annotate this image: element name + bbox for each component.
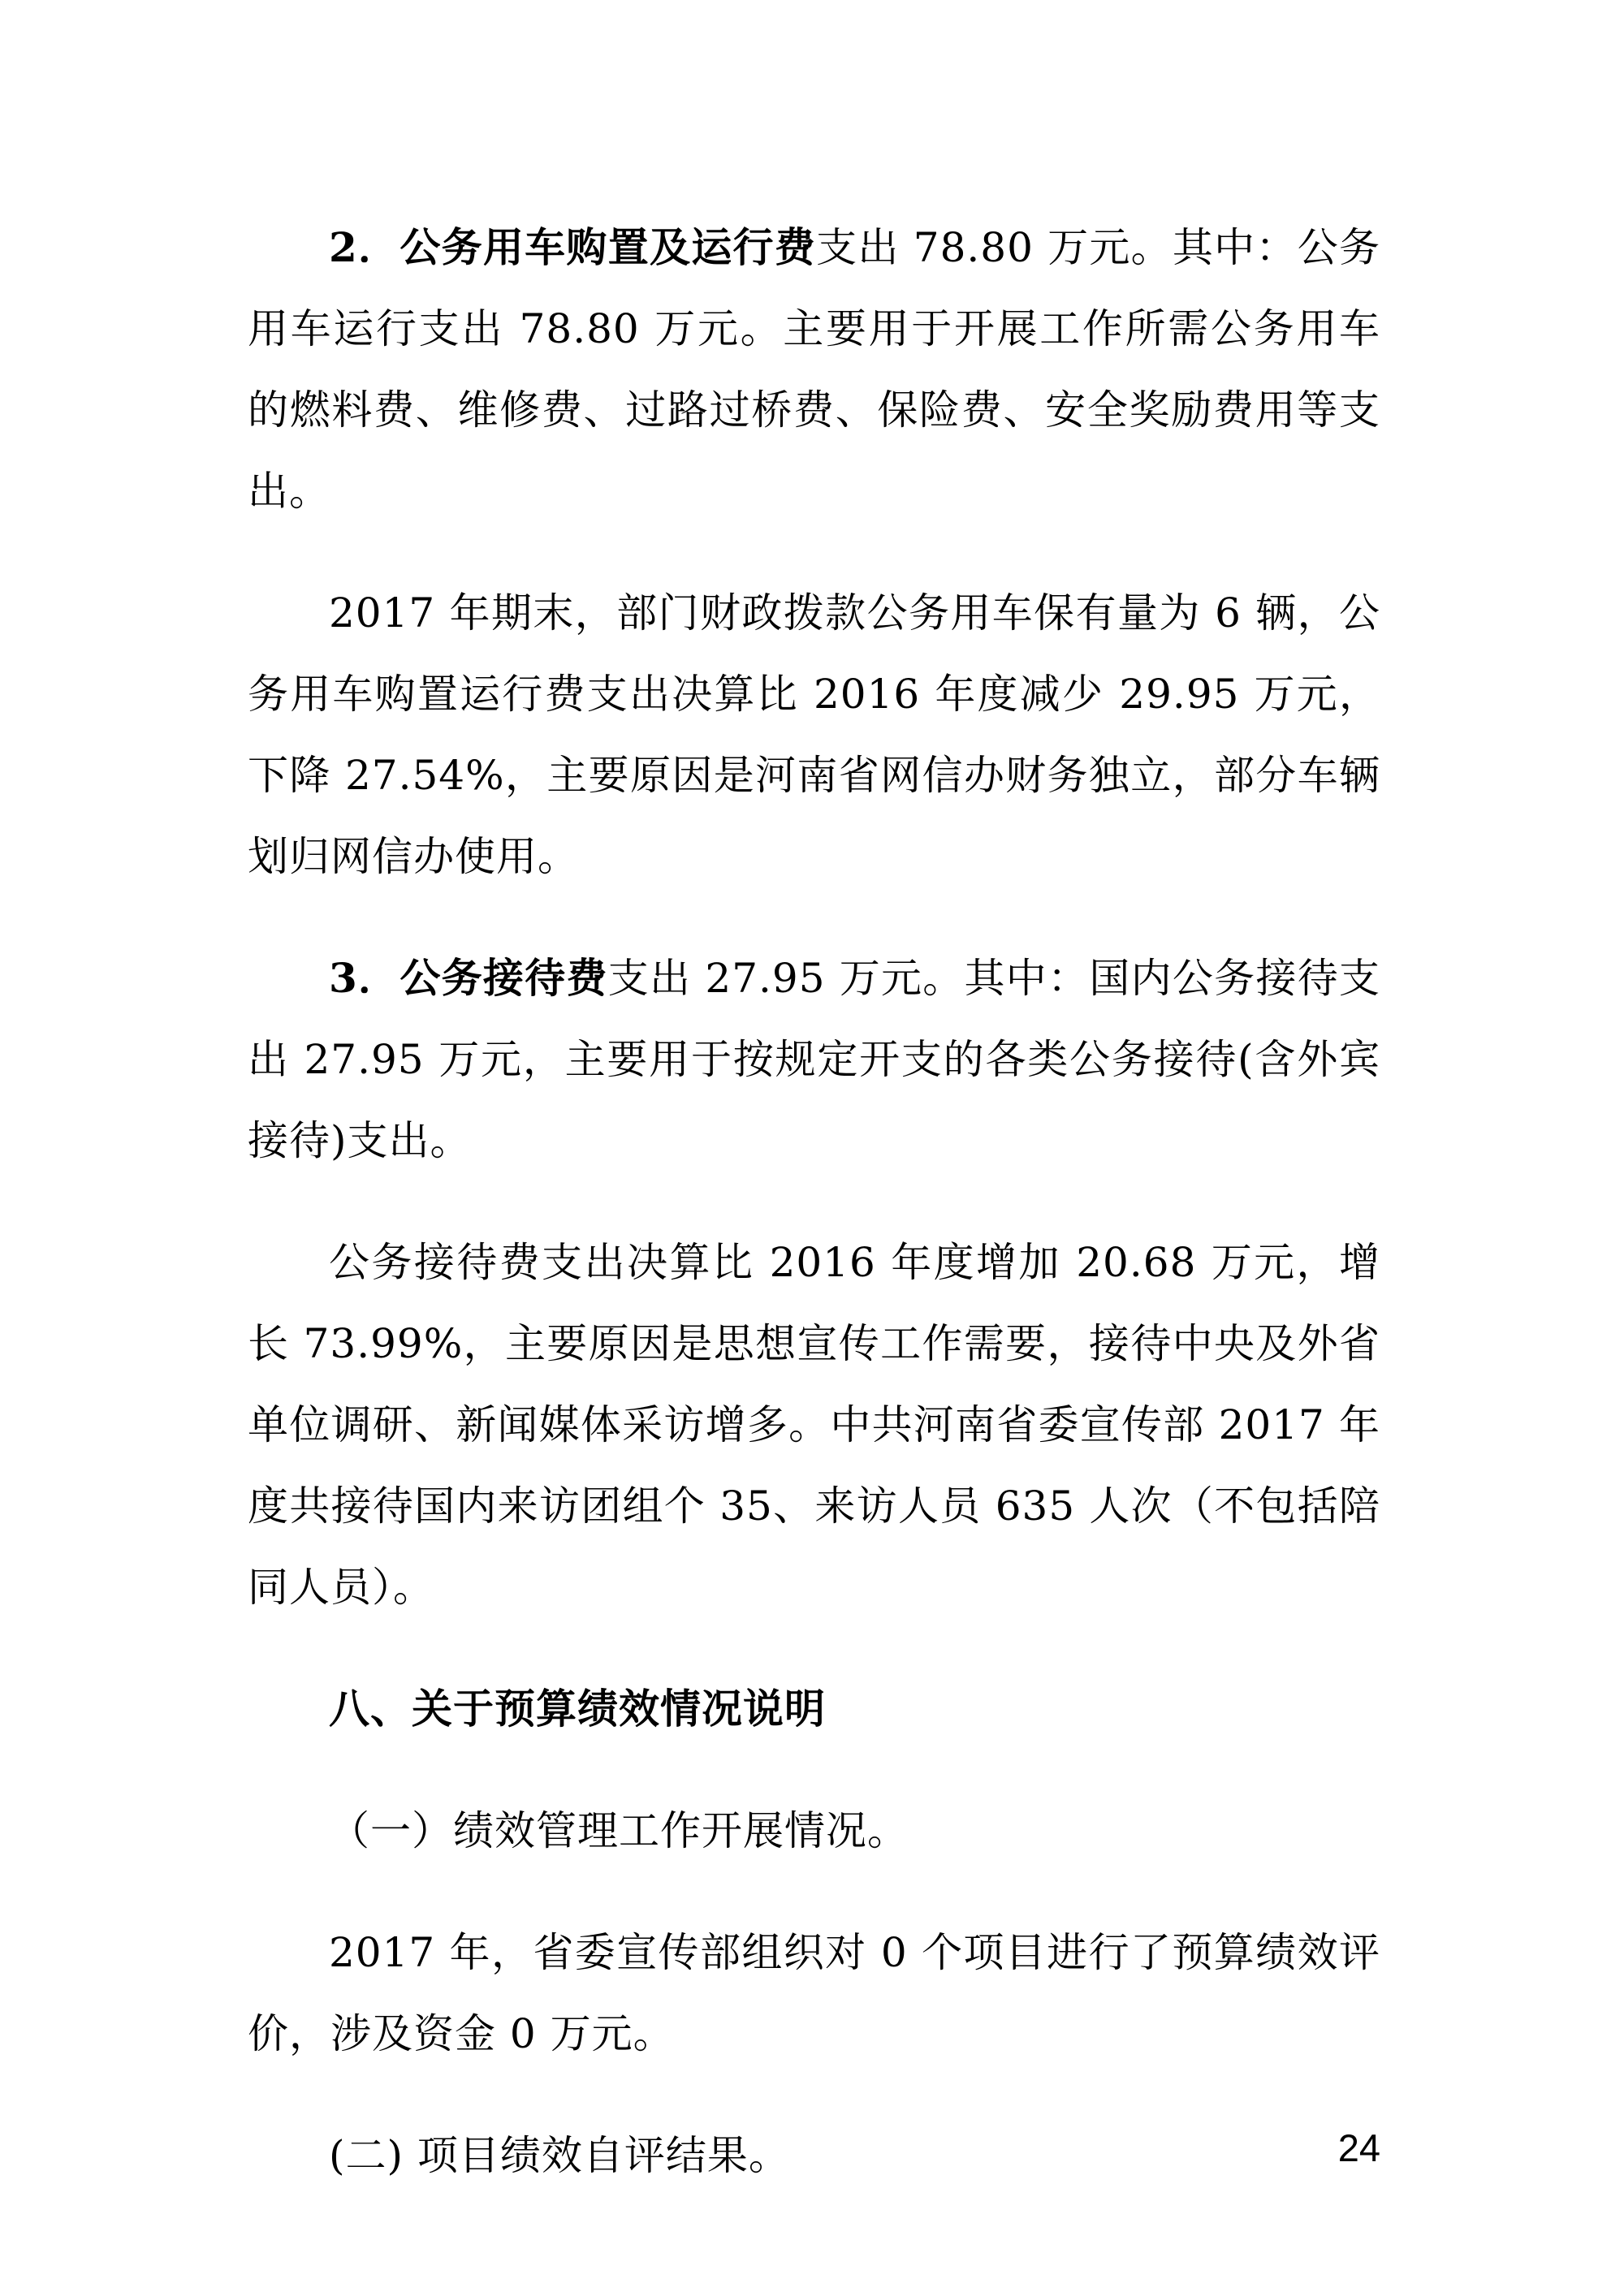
para-vehicle-yoy-change: 2017 年期末，部门财政拨款公务用车保有量为 6 辆，公务用车购置运行费支出决算比 2016 年度减少 29.95 万元，下降 27.54%，主要原因是河南省网信办财务独立，部分车辆划归网信办使用。 — [248, 589, 1380, 880]
page-content — [248, 207, 1380, 2237]
para-performance-evaluation: 2017 年，省委宣传部组织对 0 个项目进行了预算绩效评价，涉及资金 0 万元。 — [248, 1929, 1380, 2057]
para-reception-expense: 3．公务接待费支出 27.95 万元。其中：国内公务接待支出 27.95 万元，主要用于按规定开支的各类公务接待(含外宾接待)支出。 — [248, 954, 1380, 1164]
page-number: 24 — [1337, 2126, 1380, 2169]
subheading-performance-management: （一）绩效管理工作开展情况。 — [329, 1807, 909, 1854]
subheading-project-self-evaluation: (二) 项目绩效自评结果。 — [329, 2132, 790, 2179]
section-heading-budget-performance: 八、关于预算绩效情况说明 — [329, 1685, 826, 1733]
para-vehicle-expense: 2．公务用车购置及运行费支出 78.80 万元。其中：公务用车运行支出 78.80 万元。主要用于开展工作所需公务用车的燃料费、维修费、过路过桥费、保险费、安全奖励费用等支出。 — [248, 223, 1380, 515]
para-reception-yoy-change: 公务接待费支出决算比 2016 年度增加 20.68 万元，增长 73.99%，主要原因是思想宣传工作需要，接待中央及外省单位调研、新闻媒体采访增多。中共河南省委宣传部 2017 年度共接待国内来访团组个 35、来访人员 635 人次（不包括陪同人员）。 — [248, 1239, 1380, 1611]
